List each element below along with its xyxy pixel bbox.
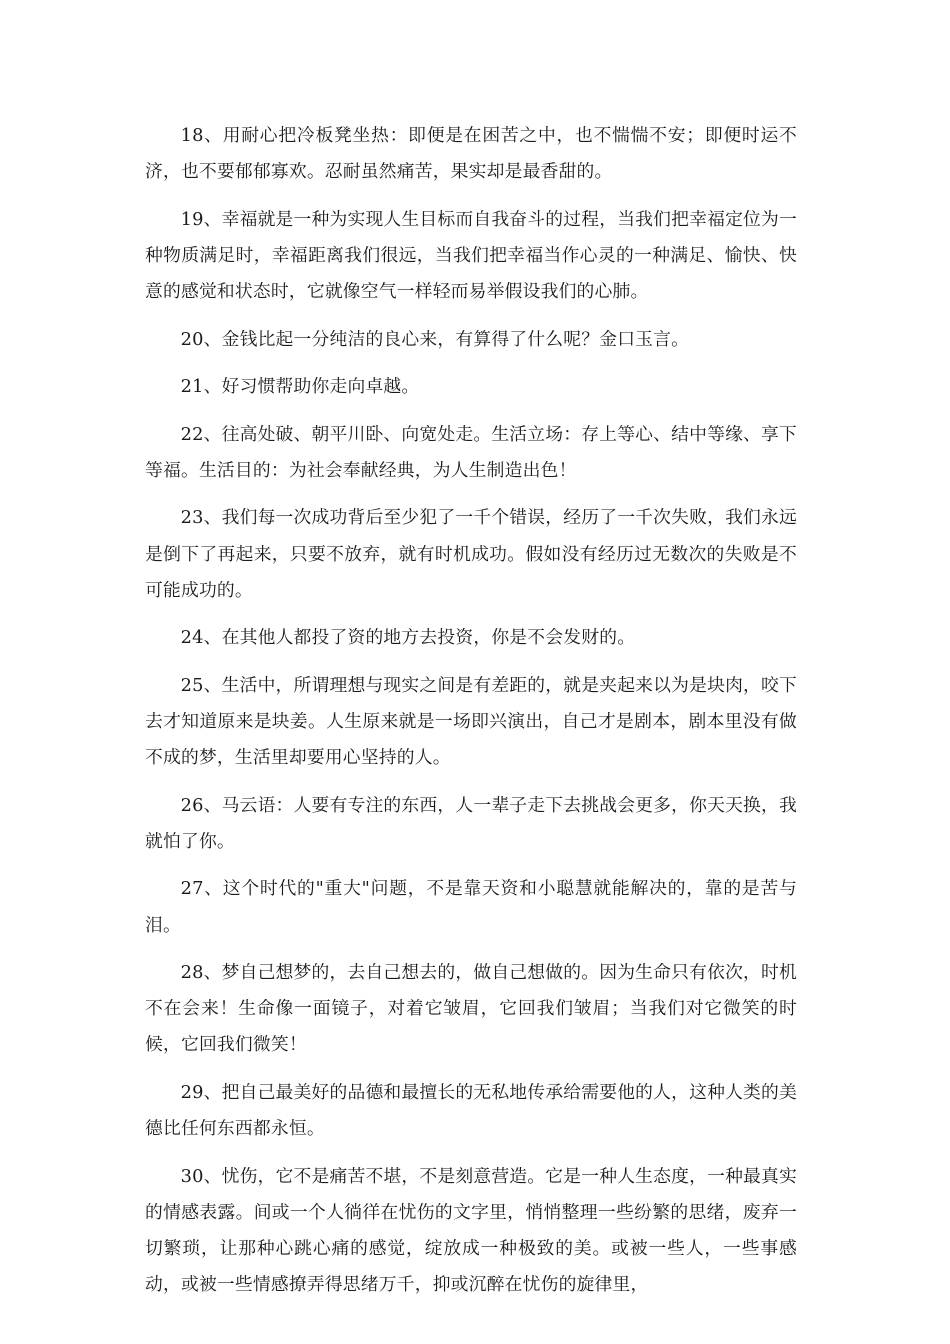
paragraph-29: 29、把自己最美好的品德和最擅长的无私地传承给需要他的人，这种人类的美德比任何东西都永恒。 — [145, 1081, 798, 1140]
paragraph-26: 26、马云语：人要有专注的东西，人一辈子走下去挑战会更多，你天天换，我就怕了你。 — [145, 794, 798, 852]
paragraph-18: 18、用耐心把冷板凳坐热：即便是在困苦之中，也不惴惴不安；即便时运不济，也不要郁郁寡欢。忍耐虽然痛苦，果实却是最香甜的。 — [145, 125, 797, 183]
paragraph-30: 30、忧伤，它不是痛苦不堪，不是刻意营造。它是一种人生态度，一种最真实的情感表露。间或一个人徜徉在忧伤的文字里，悄悄整理一些纷繁的思绪，废弃一切繁琐，让那种心跳心痛的感觉，绽放成一种极致的美。或被一些人，一些事感动，或被一些情感撩弄得思绪万千，抑或沉醉在忧伤的旋律里， — [145, 1165, 798, 1296]
paragraph-28: 28、梦自己想梦的，去自己想去的，做自己想做的。因为生命只有依次，时机不在会来！生命像一面镜子，对着它皱眉，它回我们皱眉；当我们对它微笑的时候，它回我们微笑！ — [145, 962, 798, 1056]
paragraph-25: 25、生活中，所谓理想与现实之间是有差距的，就是夹起来以为是块肉，咬下去才知道原来是块姜。人生原来就是一场即兴演出，自己才是剧本，剧本里没有做不成的梦，生活里却要用心坚持的人。 — [145, 674, 798, 769]
document-body — [145, 118, 797, 1315]
paragraph-21: 21、好习惯帮助你走向卓越。 — [180, 376, 420, 398]
paragraph-20: 20、金钱比起一分纯洁的良心来，有算得了什么呢？金口玉言。 — [180, 328, 690, 350]
paragraph-27: 27、这个时代的"重大"问题，不是靠天资和小聪慧就能解决的，靠的是苦与泪。 — [145, 878, 797, 936]
paragraph-19: 19、幸福就是一种为实现人生目标而自我奋斗的过程，当我们把幸福定位为一种物质满足时，幸福距离我们很远，当我们把幸福当作心灵的一种满足、愉快、快意的感觉和状态时，它就像空气一样轻而易举假设我们的心肺。 — [145, 208, 798, 303]
paragraph-23: 23、我们每一次成功背后至少犯了一千个错误，经历了一千次失败，我们永远是倒下了再起来，只要不放弃，就有时机成功。假如没有经历过无数次的失败是不可能成功的。 — [145, 507, 798, 601]
paragraph-22: 22、往高处破、朝平川卧、向宽处走。生活立场：存上等心、结中等缘、享下等福。生活目的：为社会奉献经典，为人生制造出色！ — [145, 423, 798, 481]
paragraph-24: 24、在其他人都投了资的地方去投资，你是不会发财的。 — [180, 627, 636, 649]
